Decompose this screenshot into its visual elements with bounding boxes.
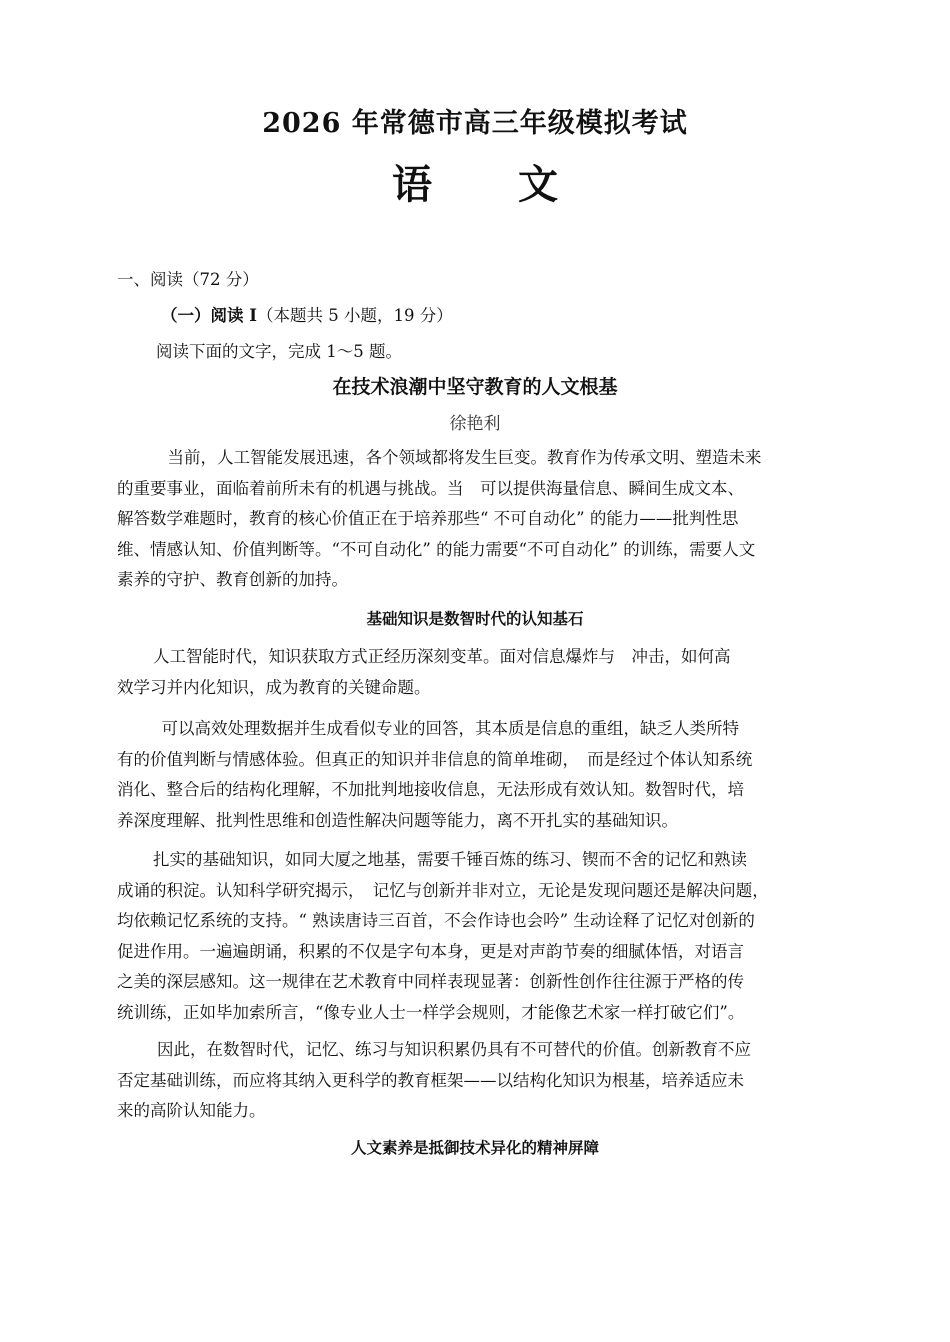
paragraph-line: 的重要事业，面临着前所未有的机遇与挑战。当 可以提供海量信息、瞬间生成文本、	[117, 478, 744, 498]
subsection-label: （一）阅读 Ⅰ	[161, 306, 257, 325]
paragraph-line: 成诵的积淀。认知科学研究揭示， 记忆与创新并非对立，无论是发现问题还是解决问题，	[117, 880, 769, 900]
paragraph-line: 可以高效处理数据并生成看似专业的回答，其本质是信息的重组，缺乏人类所特	[145, 719, 739, 738]
paragraph-line: 效学习并内化知识，成为教育的关键命题。	[117, 677, 431, 697]
section-heading-1: 基础知识是数智时代的认知基石	[366, 609, 584, 628]
section-heading-2: 人文素养是抵御技术异化的精神屏障	[350, 1138, 599, 1157]
paragraph-3	[117, 845, 845, 1028]
paragraph-line: 养深度理解、批判性思维和创造性解决问题等能力，离不开扎实的基础知识。	[117, 810, 678, 830]
paragraph-1	[117, 642, 845, 703]
paragraph-2	[117, 714, 845, 836]
paragraph-line: 来的高阶认知能力。	[117, 1101, 266, 1120]
paragraph-line: 促进作用。一遍遍朗诵，积累的不仅是字句本身，更是对声韵节奏的细腻体悟，对语言	[117, 941, 744, 961]
intro-paragraph	[117, 443, 845, 596]
paragraph-line: 之美的深层感知。这一规律在艺术教育中同样表现显著：创新性创作往往源于严格的传	[117, 972, 744, 991]
paragraph-line: 统训练，正如毕加索所言，“像专业人士一样学会规则，才能像艺术家一样打破它们”。	[117, 1002, 745, 1022]
paragraph-4	[117, 1035, 845, 1127]
article-title: 在技术浪潮中坚守教育的人文根基	[332, 376, 618, 398]
article-author: 徐艳利	[449, 414, 501, 434]
paragraph-line: 消化、整合后的结构化理解，不加批判地接收信息，无法形成有效认知。数智时代，培	[117, 780, 744, 799]
paragraph-line: 因此，在数智时代，记忆、练习与知识积累仍具有不可替代的价值。创新教育不应	[157, 1040, 751, 1059]
section-heading: 一、阅读（72 分）	[117, 270, 259, 289]
subsection-heading	[161, 302, 453, 326]
paragraph-line: 解答数学难题时，教育的核心价值正在于培养那些“ 不可自动化” 的能力——批判性思	[117, 509, 739, 528]
paragraph-line: 维、情感认知、价值判断等。“不可自动化” 的能力需要“不可自动化” 的训练，需要人文	[117, 539, 756, 559]
paragraph-line: 人工智能时代，知识获取方式正经历深刻变革。面对信息爆炸与 冲击，如何高	[153, 647, 731, 666]
paragraph-line: 否定基础训练，而应将其纳入更科学的教育框架——以结构化知识为根基，培养适应未	[117, 1070, 744, 1090]
paragraph-line: 当前，人工智能发展迅速，各个领域都将发生巨变。教育作为传承文明、塑造未来	[151, 448, 762, 467]
exam-title: 2026 年常德市高三年级模拟考试	[262, 108, 688, 139]
subsection-note: （本题共 5 小题，19 分）	[256, 306, 453, 325]
paragraph-line: 有的价值判断与情感体验。但真正的知识并非信息的简单堆砌， 而是经过个体认知系统	[117, 749, 753, 769]
subject-title: 语 文	[392, 161, 594, 208]
reading-instruction: 阅读下面的文字，完成 1～5 题。	[156, 342, 402, 361]
paragraph-line: 均依赖记忆系统的支持。“ 熟读唐诗三百首，不会作诗也会吟” 生动诠释了记忆对创新的	[117, 911, 755, 930]
paragraph-line: 扎实的基础知识，如同大厦之地基，需要千锤百炼的练习、锲而不舍的记忆和熟读	[153, 850, 747, 869]
paragraph-line: 素养的守护、教育创新的加持。	[117, 570, 348, 589]
